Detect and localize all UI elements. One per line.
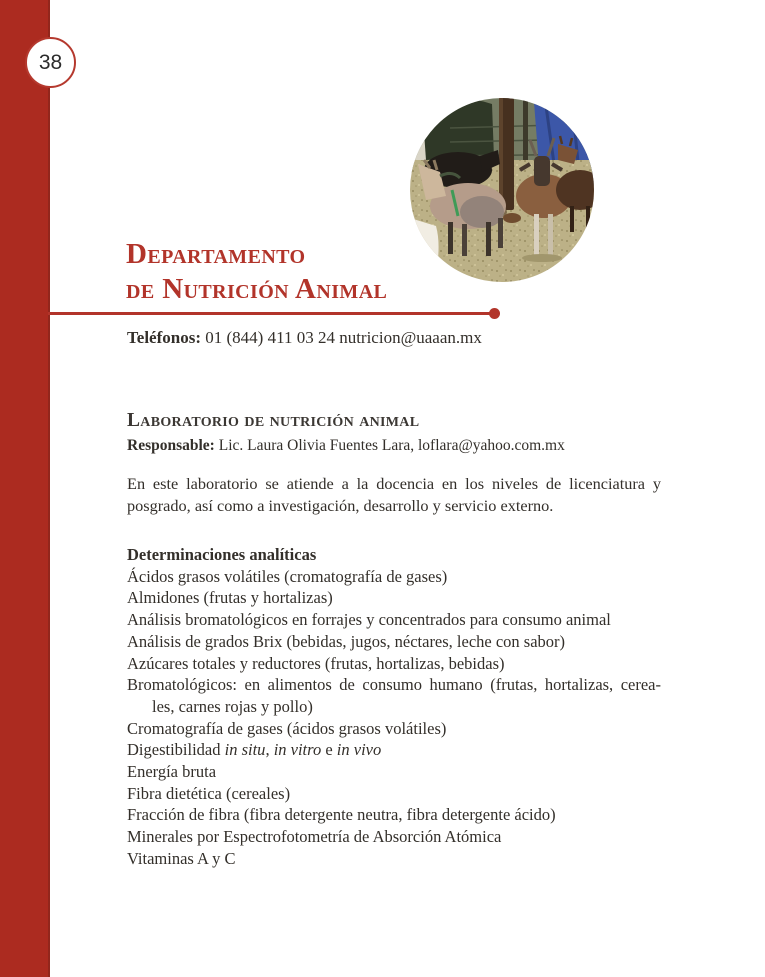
goat-pen-illustration [410, 98, 594, 282]
determination-item: Fibra dietética (cereales) [127, 783, 291, 803]
responsible-value: Lic. Laura Olivia Fuentes Lara, loflara@yahoo.com.mx [214, 437, 565, 454]
determination-item: Bromatológicos: en alimentos de consumo humano (frutas, hortalizas, cerea- [127, 675, 661, 695]
determination-item: Vitaminas A y C [127, 848, 236, 868]
title-rule [48, 312, 491, 315]
department-title-line1: Departamento [126, 238, 306, 270]
goats-in-pen-photo [410, 98, 594, 282]
determination-item: Digestibilidad in situ, in vitro e in vivo [127, 740, 382, 760]
lab-intro-paragraph [127, 473, 661, 516]
determinations-list [127, 566, 661, 870]
lab-heading: Laboratorio de nutrición animal [127, 410, 420, 431]
determinations-heading: Determinaciones analíticas [127, 545, 317, 564]
determinations-section [127, 544, 661, 870]
determination-item: Fracción de fibra (fibra detergente neutra, fibra detergente ácido) [127, 805, 556, 825]
phones-label: Teléfonos: [127, 328, 201, 347]
phones-value: 01 (844) 411 03 24 nutricion@uaaan.mx [201, 328, 482, 347]
page-number: 38 [38, 50, 63, 74]
determination-item: Cromatografía de gases (ácidos grasos volátiles) [127, 718, 447, 738]
lab-intro-line2: posgrado, así como a investigación, desarrollo y servicio externo. [127, 495, 554, 515]
page-number-badge [25, 37, 76, 88]
determination-item: Análisis bromatológicos en forrajes y concentrados para consumo animal [127, 610, 611, 630]
responsible-line [127, 437, 565, 455]
responsible-label: Responsable: [127, 437, 215, 454]
department-title [126, 237, 387, 307]
determination-item: Azúcares totales y reductores (frutas, hortalizas, bebidas) [127, 653, 505, 673]
department-title-line2: de Nutrición Animal [126, 273, 388, 305]
rule-end-dot [489, 308, 500, 319]
left-accent-bar [0, 0, 50, 977]
determination-item-continuation: les, carnes rojas y pollo) [152, 696, 313, 716]
determination-item: Minerales por Espectrofotometría de Absorción Atómica [127, 827, 502, 847]
phones-line [127, 328, 482, 348]
determination-item: Energía bruta [127, 762, 217, 782]
determination-item: Almidones (frutas y hortalizas) [127, 588, 333, 608]
determination-item: Ácidos grasos volátiles (cromatografía de gases) [127, 566, 448, 586]
determination-item: Análisis de grados Brix (bebidas, jugos, néctares, leche con sabor) [127, 631, 566, 651]
lab-intro-line1: En este laboratorio se atiende a la docencia en los niveles de licenciatura y [127, 474, 661, 493]
